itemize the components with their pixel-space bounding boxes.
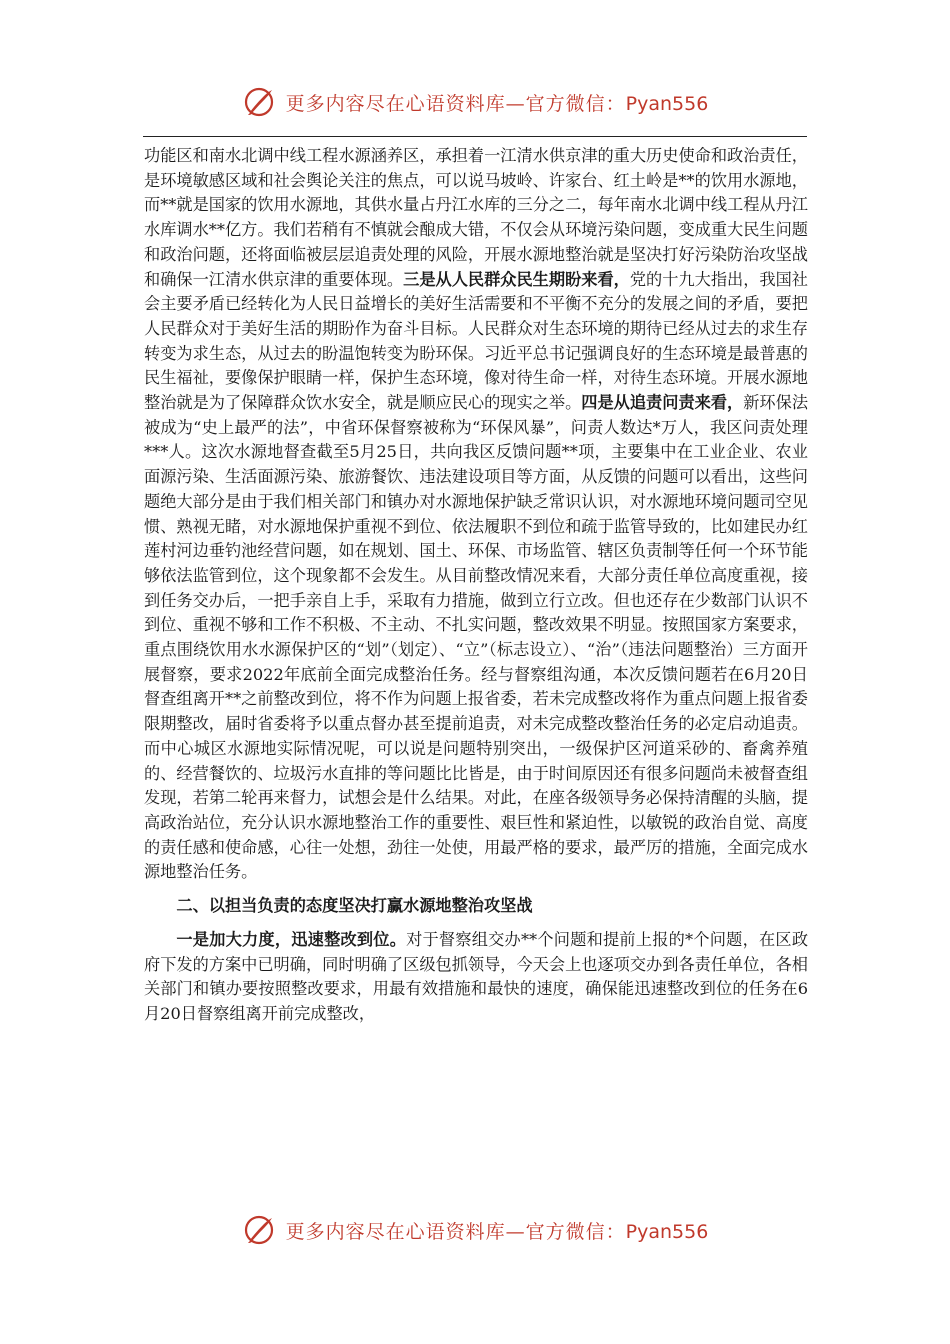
watermark-text: 更多内容尽在心语资料库—官方微信：Pyan556 <box>285 92 709 115</box>
bold-lead-3: 三是从人民群众民生期盼来看， <box>403 269 630 289</box>
brush-logo-icon <box>242 1212 278 1248</box>
section-heading: 二、以担当负责的态度坚决打赢水源地整治攻坚战 <box>176 896 533 916</box>
brush-logo-icon <box>242 84 278 120</box>
body-paragraph: 功能区和南水北调中线工程水源涵养区，承担着一江清水供京津的重大历史使命和政治责任，是环境敏感区域和社会舆论关注的焦点，可以说马坡岭、许家台、红土岭是**的饮用水源地，而**就是国家的饮用水源地，其供水量占丹江水库的三分之二，每年南水北调中线工程从丹江水库调水**亿方。我们若稍有不慎就会酿成大错，不仅会从环境污染问题，变成重大民生问题和政治问题，还将面临被层层追责处理的风险，开展水源地整治就是坚决打好污染防治攻坚战和确保一江清水供京津的重要体现。三是从人民群众民生期盼来看，党的十九大指出，我国社会主要矛盾已经转化为人民日益增长的美好生活需要和不平衡不充分的发展之间的矛盾，要把人民群众对于美好生活的期盼作为奋斗目标。人民群众对生态环境的期待已经从过去的求生存转变为求生态，从过去的盼温饱转变为盼环保。习近平总书记强调良好的生态环境是最普惠的民生福祉，要像保护眼睛一样，保护生态环境，像对待生命一样，对待生态环境。开展水源地整治就是为了保障群众饮水安全，就是顺应民心的现实之举。四是从追责问责来看，新环保法被成为“史上最严的法”，中省环保督察被称为“环保风暴”，问责人数达*万人，我区问责处理***人。这次水源地督查截至5月25日，共向我区反馈问题**项，主要集中在工业企业、农业面源污染、生活面源污染、旅游餐饮、违法建设项目等方面，从反馈的问题可以看出，这些问题绝大部分是由于我们相关部门和镇办对水源地保护缺乏常识认识，对水源地环境问题司空见惯、熟视无睹，对水源地保护重视不到位、依法履职不到位和疏于监管导致的，比如建民办红莲村河边垂钓池经营问题，如在规划、国土、环保、市场监管、辖区负责制等任何一个环节能够依法监管到位，这个现象都不会发生。从目前整改情况来看，大部分责任单位高度重视，接到任务交办后，一把手亲自上手，采取有力措施，做到立行立改。但也还存在少数部门认识不到位、重视不够和工作不积极、不主动、不扎实问题，整改效果不明显。按照国家方案要求，重点围绕饮用水水源保护区的“划”（划定）、“立”（标志设立）、“治”（违法问题整治）三方面开展督察，要求2022年底前全面完成整治任务。经与督察组沟通，本次反馈问题若在6月20日督查组离开**之前整改到位，将不作为问题上报省委，若未完成整改将作为重点问题上报省委限期整改，届时省委将予以重点督办甚至提前追责，对未完成整改整治任务的必定启动追责。而中心城区水源地实际情况呢，可以说是问题特别突出，一级保护区河道采砂的、畜禽养殖的、经营餐饮的、垃圾污水直排的等问题比比皆是，由于时间原因还有很多问题尚未被督查组发现，若第二轮再来督力，试想会是什么结果。对此，在座各级领导务必保持清醒的头脑，提高政治站位，充分认识水源地整治工作的重要性、艰巨性和紧迫性，以敏锐的政治自觉、高度的责任感和使命感，心往一处想，劲往一处使，用最严格的要求，最严厉的措施，全面完成水源地整治任务。 <box>144 146 809 882</box>
document-body <box>144 144 808 1027</box>
body-paragraph-2: 一是加大力度，迅速整改到位。对于督察组交办**个问题和提前上报的*个问题，在区政府下发的方案中已明确，同时明确了区级包抓领导，今天会上也逐项交办到各责任单位，各相关部门和镇办要按照整改要求，用最有效措施和最快的速度，确保能迅速整改到位的任务在6月20日督察组离开前完成整改， <box>144 929 809 1023</box>
watermark-text: 更多内容尽在心语资料库—官方微信：Pyan556 <box>285 1220 709 1243</box>
watermark-footer <box>0 1208 950 1252</box>
bold-lead-1: 一是加大力度，迅速整改到位。 <box>176 929 407 949</box>
bold-lead-4: 四是从追责问责来看， <box>581 393 744 413</box>
watermark-header <box>0 80 950 124</box>
header-divider <box>143 136 807 137</box>
